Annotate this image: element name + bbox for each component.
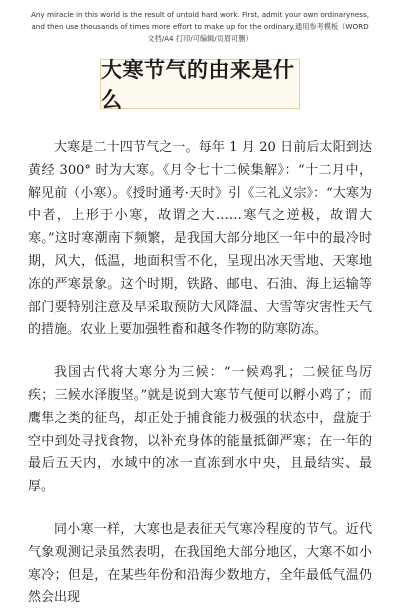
paragraph: 同小寒一样，大寒也是表征天气寒冷程度的节气。近代气象观测记录虽然表明，在我国绝大部分地区，大寒不如小寒冷；但是，在某些年份和沿海少数地方，全年最低气温仍然会出现 [28, 521, 372, 606]
page-title: 大寒节气的由来是什么 [101, 58, 295, 112]
article-body [28, 137, 372, 610]
paragraph: 我国古代将大寒分为三候：“一候鸡乳；二候征鸟厉疾；三候水泽腹坚。”就是说到大寒节气便可以孵小鸡了；而鹰隼之类的征鸟，却正处于捕食能力极强的状态中，盘旋于空中到处寻找食物，以补充身体的能量抵御严寒；在一年的最后五天内，水域中的冰一直冻到水中央，且最结实、最厚。 [28, 365, 372, 495]
header-note: Any miracle in this world is the result of untold hard work. First, admit your own ordinaryness, and then use thousands of times more effort to make up for the ordinary.通用参考模板（WORD 文档/A4 打印/可编辑/页眉可删） [30, 10, 370, 43]
paragraph: 大寒是二十四节气之一。每年 1 月 20 日前后太阳到达黄经 300° 时为大寒。《月令七十二候集解》：“十二月中，解见前（小寒）。《授时通考·天时》引《三礼义宗》：“大寒为中者，上形于小寒，故谓之大……寒气之逆极，故谓大寒。”这时寒潮南下频繁，是我国大部分地区一年中的最冷时期，风大，低温，地面积雪不化，呈现出冰天雪地、天寒地冻的严寒景象。这个时期，铁路、邮电、石油、海上运输等部门要特别注意及早采取预防大风降温、大雪等灾害性天气的措施。农业上要加强牲畜和越冬作物的防寒防冻。 [28, 140, 372, 338]
title-box [100, 58, 300, 112]
